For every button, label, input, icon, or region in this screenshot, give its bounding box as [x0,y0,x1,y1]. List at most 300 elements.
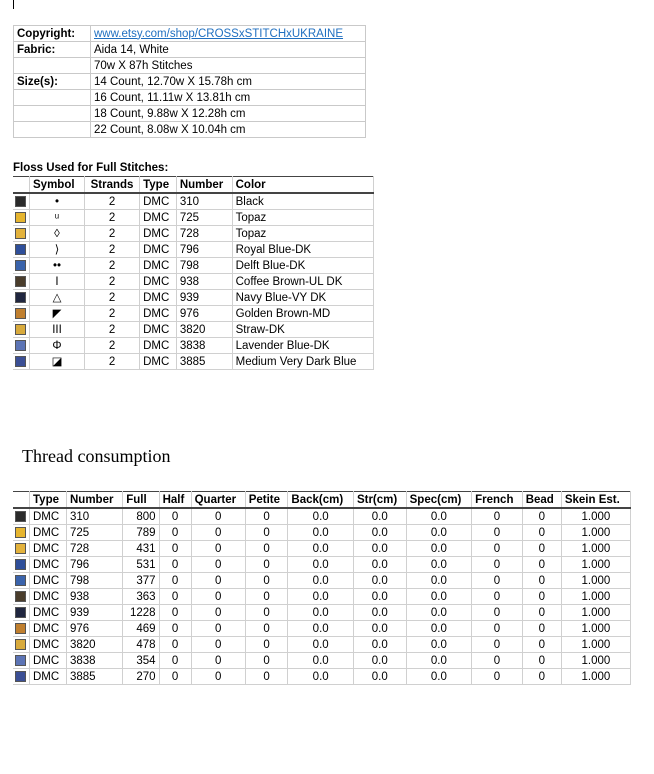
thread-skein: 1.000 [561,621,630,637]
thread-back: 0.0 [288,573,354,589]
thread-french: 0 [472,508,523,525]
thread-half: 0 [159,541,191,557]
thread-skein: 1.000 [561,669,630,685]
floss-table [13,176,374,370]
info-label: Copyright: [14,26,91,42]
thread-consumption-title: Thread consumption [22,446,171,466]
color-swatch [15,356,26,367]
floss-header: Type [140,177,177,194]
info-value: 22 Count, 8.08w X 10.04h cm [91,122,366,138]
color-swatch [15,196,26,207]
color-swatch [15,511,26,522]
floss-number: 796 [176,242,232,258]
swatch-cell [13,621,30,637]
thread-quarter: 0 [191,541,245,557]
info-value: 16 Count, 11.11w X 13.81h cm [91,90,366,106]
floss-color: Golden Brown-MD [232,306,373,322]
floss-title: Floss Used for Full Stitches: [13,162,169,174]
floss-symbol: ⟩ [30,242,85,258]
thread-type: DMC [30,573,67,589]
floss-number: 938 [176,274,232,290]
thread-bead: 0 [522,508,561,525]
thread-spec: 0.0 [406,525,472,541]
thread-full: 800 [123,508,159,525]
swatch-cell [13,508,30,525]
thread-type: DMC [30,541,67,557]
thread-row [13,508,631,525]
thread-type: DMC [30,653,67,669]
thread-type: DMC [30,589,67,605]
floss-row [13,274,374,290]
thread-back: 0.0 [288,557,354,573]
thread-full: 789 [123,525,159,541]
floss-number: 939 [176,290,232,306]
thread-full: 363 [123,589,159,605]
thread-back: 0.0 [288,653,354,669]
floss-row [13,290,374,306]
swatch-cell [13,573,30,589]
thread-half: 0 [159,557,191,573]
shop-link[interactable]: www.etsy.com/shop/CROSSxSTITCHxUKRAINE [94,27,344,40]
thread-str: 0.0 [353,589,406,605]
thread-full: 1228 [123,605,159,621]
thread-french: 0 [472,589,523,605]
thread-row [13,525,631,541]
floss-color: Coffee Brown-UL DK [232,274,373,290]
thread-skein: 1.000 [561,508,630,525]
thread-skein: 1.000 [561,525,630,541]
thread-quarter: 0 [191,669,245,685]
thread-consumption-table [13,491,631,685]
thread-header: Skein Est. [561,492,630,509]
thread-bead: 0 [522,653,561,669]
swatch-cell [13,226,30,242]
floss-type: DMC [140,290,177,306]
floss-type: DMC [140,354,177,370]
floss-number: 3885 [176,354,232,370]
color-swatch [15,575,26,586]
swatch-cell [13,605,30,621]
thread-french: 0 [472,557,523,573]
info-row [14,106,366,122]
thread-back: 0.0 [288,589,354,605]
thread-back: 0.0 [288,621,354,637]
floss-symbol: III [30,322,85,338]
floss-number: 3820 [176,322,232,338]
floss-row [13,242,374,258]
thread-half: 0 [159,669,191,685]
thread-back: 0.0 [288,508,354,525]
floss-symbol: •• [30,258,85,274]
info-row [14,74,366,90]
thread-spec: 0.0 [406,589,472,605]
floss-type: DMC [140,210,177,226]
info-row [14,26,366,42]
thread-french: 0 [472,605,523,621]
thread-number: 3885 [67,669,123,685]
thread-spec: 0.0 [406,541,472,557]
thread-number: 938 [67,589,123,605]
thread-header: Str(cm) [353,492,406,509]
thread-back: 0.0 [288,541,354,557]
floss-row [13,193,374,210]
floss-strands: 2 [85,226,140,242]
thread-skein: 1.000 [561,541,630,557]
thread-half: 0 [159,589,191,605]
thread-full: 377 [123,573,159,589]
floss-symbol: △ [30,290,85,306]
thread-row [13,605,631,621]
info-label [14,122,91,138]
thread-str: 0.0 [353,541,406,557]
thread-spec: 0.0 [406,573,472,589]
thread-row [13,589,631,605]
thread-header: Petite [245,492,288,509]
floss-header: Strands [85,177,140,194]
floss-number: 798 [176,258,232,274]
swatch-cell [13,258,30,274]
thread-bead: 0 [522,669,561,685]
thread-quarter: 0 [191,525,245,541]
floss-symbol: ◪ [30,354,85,370]
floss-row [13,258,374,274]
thread-spec: 0.0 [406,605,472,621]
thread-petite: 0 [245,525,288,541]
swatch-cell [13,290,30,306]
thread-number: 976 [67,621,123,637]
thread-str: 0.0 [353,525,406,541]
floss-number: 3838 [176,338,232,354]
thread-spec: 0.0 [406,653,472,669]
floss-number: 728 [176,226,232,242]
swatch-cell [13,525,30,541]
thread-row [13,669,631,685]
floss-symbol: I [30,274,85,290]
thread-skein: 1.000 [561,605,630,621]
thread-petite: 0 [245,589,288,605]
thread-header: Number [67,492,123,509]
thread-full: 354 [123,653,159,669]
floss-type: DMC [140,258,177,274]
swatch-cell [13,274,30,290]
thread-skein: 1.000 [561,589,630,605]
floss-strands: 2 [85,322,140,338]
pattern-info-table [13,25,366,138]
swatch-cell [13,306,30,322]
floss-number: 725 [176,210,232,226]
swatch-cell [13,210,30,226]
thread-french: 0 [472,621,523,637]
color-swatch [15,260,26,271]
thread-quarter: 0 [191,573,245,589]
floss-strands: 2 [85,290,140,306]
thread-petite: 0 [245,508,288,525]
floss-strands: 2 [85,193,140,210]
thread-spec: 0.0 [406,669,472,685]
thread-type: DMC [30,525,67,541]
color-swatch [15,212,26,223]
floss-strands: 2 [85,354,140,370]
thread-skein: 1.000 [561,637,630,653]
thread-header: Full [123,492,159,509]
floss-row [13,210,374,226]
color-swatch [15,559,26,570]
thread-quarter: 0 [191,621,245,637]
thread-bead: 0 [522,573,561,589]
swatch-header [13,492,30,509]
swatch-cell [13,354,30,370]
swatch-cell [13,322,30,338]
color-swatch [15,244,26,255]
thread-petite: 0 [245,653,288,669]
floss-strands: 2 [85,210,140,226]
thread-half: 0 [159,605,191,621]
floss-symbol: • [30,193,85,210]
floss-type: DMC [140,322,177,338]
floss-number: 976 [176,306,232,322]
swatch-cell [13,669,30,685]
text-cursor [13,0,14,9]
thread-number: 3838 [67,653,123,669]
thread-header: Spec(cm) [406,492,472,509]
color-swatch [15,607,26,618]
floss-color: Lavender Blue-DK [232,338,373,354]
thread-french: 0 [472,573,523,589]
thread-str: 0.0 [353,621,406,637]
floss-symbol: ◤ [30,306,85,322]
info-value: 18 Count, 9.88w X 12.28h cm [91,106,366,122]
thread-bead: 0 [522,637,561,653]
thread-header: French [472,492,523,509]
info-value: 70w X 87h Stitches [91,58,366,74]
thread-petite: 0 [245,669,288,685]
thread-quarter: 0 [191,653,245,669]
color-swatch [15,527,26,538]
thread-petite: 0 [245,573,288,589]
thread-row [13,557,631,573]
thread-spec: 0.0 [406,637,472,653]
thread-spec: 0.0 [406,621,472,637]
floss-color: Topaz [232,226,373,242]
swatch-cell [13,193,30,210]
floss-row [13,354,374,370]
thread-row [13,637,631,653]
thread-bead: 0 [522,605,561,621]
color-swatch [15,639,26,650]
color-swatch [15,671,26,682]
thread-type: DMC [30,637,67,653]
thread-str: 0.0 [353,573,406,589]
info-row [14,90,366,106]
thread-french: 0 [472,669,523,685]
info-value: Aida 14, White [91,42,366,58]
thread-half: 0 [159,653,191,669]
thread-french: 0 [472,541,523,557]
floss-color: Royal Blue-DK [232,242,373,258]
thread-header: Type [30,492,67,509]
floss-type: DMC [140,242,177,258]
thread-half: 0 [159,508,191,525]
color-swatch [15,228,26,239]
color-swatch [15,276,26,287]
thread-full: 469 [123,621,159,637]
floss-row [13,322,374,338]
thread-full: 270 [123,669,159,685]
thread-header: Quarter [191,492,245,509]
floss-color: Navy Blue-VY DK [232,290,373,306]
floss-symbol: ᵘ [30,210,85,226]
thread-french: 0 [472,653,523,669]
floss-color: Medium Very Dark Blue [232,354,373,370]
floss-color: Straw-DK [232,322,373,338]
thread-quarter: 0 [191,557,245,573]
swatch-cell [13,242,30,258]
info-value[interactable] [91,26,366,42]
thread-bead: 0 [522,621,561,637]
thread-row [13,653,631,669]
swatch-cell [13,557,30,573]
swatch-cell [13,338,30,354]
thread-full: 531 [123,557,159,573]
thread-bead: 0 [522,541,561,557]
info-value: 14 Count, 12.70w X 15.78h cm [91,74,366,90]
thread-petite: 0 [245,605,288,621]
thread-number: 798 [67,573,123,589]
floss-symbol: Φ [30,338,85,354]
thread-str: 0.0 [353,605,406,621]
swatch-cell [13,589,30,605]
info-label [14,106,91,122]
floss-header: Symbol [30,177,85,194]
thread-petite: 0 [245,621,288,637]
thread-type: DMC [30,621,67,637]
color-swatch [15,623,26,634]
thread-quarter: 0 [191,637,245,653]
thread-row [13,541,631,557]
floss-header: Color [232,177,373,194]
floss-strands: 2 [85,242,140,258]
thread-number: 939 [67,605,123,621]
swatch-cell [13,637,30,653]
thread-half: 0 [159,525,191,541]
floss-type: DMC [140,274,177,290]
info-row [14,58,366,74]
color-swatch [15,591,26,602]
thread-half: 0 [159,573,191,589]
thread-str: 0.0 [353,669,406,685]
floss-type: DMC [140,306,177,322]
thread-number: 310 [67,508,123,525]
floss-type: DMC [140,226,177,242]
thread-str: 0.0 [353,653,406,669]
thread-back: 0.0 [288,669,354,685]
floss-strands: 2 [85,306,140,322]
floss-color: Topaz [232,210,373,226]
info-row [14,42,366,58]
thread-str: 0.0 [353,508,406,525]
thread-row [13,621,631,637]
thread-header: Back(cm) [288,492,354,509]
color-swatch [15,308,26,319]
thread-str: 0.0 [353,557,406,573]
floss-color: Delft Blue-DK [232,258,373,274]
color-swatch [15,543,26,554]
thread-petite: 0 [245,557,288,573]
floss-color: Black [232,193,373,210]
thread-bead: 0 [522,525,561,541]
floss-strands: 2 [85,338,140,354]
floss-type: DMC [140,338,177,354]
color-swatch [15,340,26,351]
thread-petite: 0 [245,541,288,557]
thread-spec: 0.0 [406,508,472,525]
thread-back: 0.0 [288,637,354,653]
info-label: Size(s): [14,74,91,90]
swatch-cell [13,541,30,557]
info-label: Fabric: [14,42,91,58]
info-label [14,90,91,106]
thread-french: 0 [472,525,523,541]
floss-type: DMC [140,193,177,210]
thread-type: DMC [30,669,67,685]
thread-number: 728 [67,541,123,557]
thread-row [13,573,631,589]
thread-bead: 0 [522,557,561,573]
info-row [14,122,366,138]
color-swatch [15,292,26,303]
thread-bead: 0 [522,589,561,605]
thread-french: 0 [472,637,523,653]
floss-strands: 2 [85,258,140,274]
floss-row [13,306,374,322]
thread-number: 725 [67,525,123,541]
thread-type: DMC [30,557,67,573]
thread-str: 0.0 [353,637,406,653]
thread-skein: 1.000 [561,573,630,589]
thread-type: DMC [30,605,67,621]
floss-symbol: ◊ [30,226,85,242]
floss-strands: 2 [85,274,140,290]
thread-petite: 0 [245,637,288,653]
thread-half: 0 [159,637,191,653]
thread-header: Half [159,492,191,509]
thread-quarter: 0 [191,605,245,621]
thread-back: 0.0 [288,525,354,541]
swatch-header [13,177,30,194]
thread-half: 0 [159,621,191,637]
thread-number: 3820 [67,637,123,653]
swatch-cell [13,653,30,669]
thread-full: 478 [123,637,159,653]
thread-header: Bead [522,492,561,509]
floss-row [13,338,374,354]
color-swatch [15,324,26,335]
thread-quarter: 0 [191,508,245,525]
floss-header: Number [176,177,232,194]
thread-spec: 0.0 [406,557,472,573]
thread-skein: 1.000 [561,557,630,573]
floss-row [13,226,374,242]
thread-type: DMC [30,508,67,525]
thread-number: 796 [67,557,123,573]
thread-back: 0.0 [288,605,354,621]
color-swatch [15,655,26,666]
floss-number: 310 [176,193,232,210]
info-label [14,58,91,74]
thread-skein: 1.000 [561,653,630,669]
thread-quarter: 0 [191,589,245,605]
thread-full: 431 [123,541,159,557]
